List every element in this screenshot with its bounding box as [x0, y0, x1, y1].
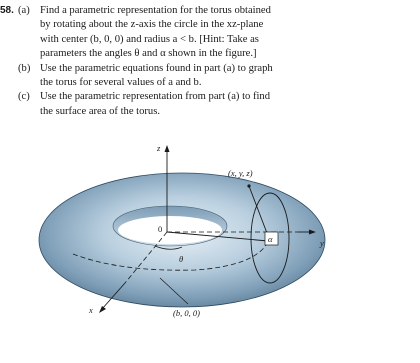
torus-hole	[118, 216, 222, 244]
z-label: z	[157, 143, 161, 153]
problem-number: 58.	[0, 5, 14, 16]
origin-label: 0	[158, 224, 163, 234]
center-label: (b, 0, 0)	[173, 308, 200, 318]
part-a-line-3: with center (b, 0, 0) and radius a < b. [Hint: Take as	[40, 33, 259, 45]
point-marker	[247, 184, 250, 187]
part-b-line-1: (b) Use the parametric equations found in part (a) to graph	[0, 62, 320, 76]
y-label: y	[320, 238, 324, 248]
part-c-line-2: the surface area of the torus.	[40, 105, 161, 117]
theta-label: θ	[179, 254, 184, 264]
part-c-label: (c)	[18, 91, 30, 103]
part-b-line-2: the torus for several values of a and b.	[40, 77, 202, 89]
point-label: (x, y, z)	[228, 168, 253, 178]
x-label: x	[89, 305, 93, 315]
part-b-label: (b)	[18, 62, 31, 74]
alpha-label: α	[268, 234, 273, 244]
part-a-label: (a)	[18, 5, 30, 16]
z-axis-arrow	[165, 145, 170, 152]
part-a-line-4: parameters the angles θ and α shown in the figure.]	[40, 48, 257, 60]
x-axis-arrow	[99, 306, 106, 313]
part-a-line-1: 58. (a) Find a parametric representation for the torus obtained	[0, 4, 320, 18]
part-c-line-1: (c) Use the parametric representation from part (a) to find	[0, 90, 320, 104]
part-a-line-2: by rotating about the z-axis the circle in the xz-plane	[40, 19, 264, 31]
